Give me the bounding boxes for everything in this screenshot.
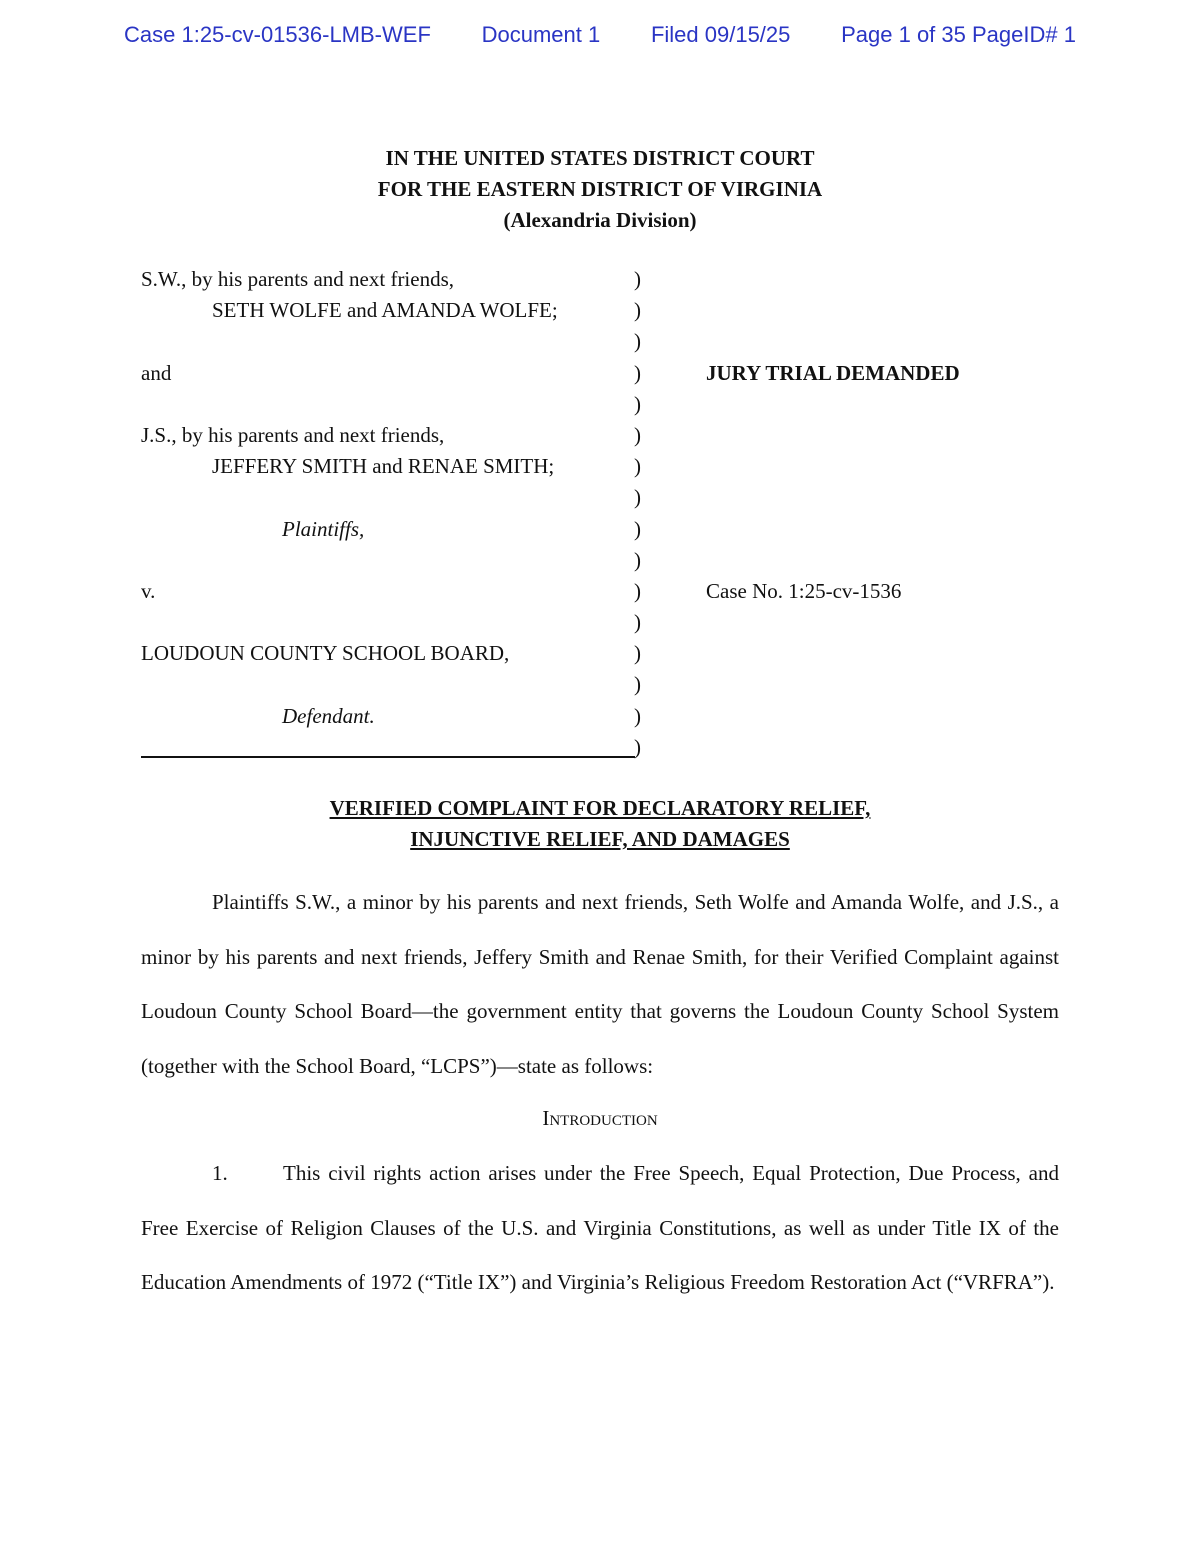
caption-paren-column — [634, 264, 648, 763]
caption-paren: ) — [634, 329, 641, 354]
caption-rule — [141, 756, 635, 758]
plaintiff1-line2: SETH WOLFE and AMANDA WOLFE; — [212, 298, 558, 323]
caption-paren: ) — [634, 734, 641, 759]
caption-paren: ) — [634, 516, 641, 541]
filing-header — [124, 20, 1076, 50]
caption-paren: ) — [634, 422, 641, 447]
title-line2: INJUNCTIVE RELIEF, AND DAMAGES — [410, 827, 790, 851]
jury-demand: JURY TRIAL DEMANDED — [706, 361, 960, 385]
caption-paren: ) — [634, 578, 641, 603]
caption-paren: ) — [634, 610, 641, 635]
court-division: (Alexandria Division) — [503, 208, 697, 232]
caption-paren: ) — [634, 641, 641, 666]
caption-paren: ) — [634, 672, 641, 697]
filed-date-stamp: Filed 09/15/25 — [650, 22, 791, 47]
caption-paren: ) — [634, 391, 641, 416]
caption-paren: ) — [634, 703, 641, 728]
case-number: Case No. 1:25-cv-1536 — [706, 579, 902, 603]
plaintiffs-label: Plaintiffs, — [282, 516, 365, 541]
versus: v. — [141, 578, 156, 603]
numbered-paragraph-1 — [141, 1146, 1059, 1310]
defendant-name: LOUDOUN COUNTY SCHOOL BOARD, — [141, 641, 510, 666]
plaintiff2-line1: J.S., by his parents and next friends, — [141, 422, 445, 447]
and-connector: and — [141, 360, 172, 385]
paragraph-text: This civil rights action arises under the Free Speech, Equal Protection, Due Process, and Free Exercise of Religion Clauses of the U.S. and Virginia Constitutions, as well as under Title IX of the Education Amendments of 1972 (“Title IX”) and Virginia’s Religious Freedom Restoration Act (“VRFRA”). — [141, 1161, 1059, 1294]
case-caption-parties — [141, 264, 641, 732]
title-line1: VERIFIED COMPLAINT FOR DECLARATORY RELIEF, — [329, 796, 871, 820]
intro-paragraph: Plaintiffs S.W., a minor by his parents and next friends, Seth Wolfe and Amanda Wolfe, and J.S., a minor by his parents and next friends, Jeffery Smith and Renae Smith, for their Verified Complaint against Loudoun County School Board—the government entity that governs the Loudoun County School System (together with the School Board, “LCPS”)—state as follows: — [141, 890, 1059, 1078]
section-heading-introduction: Introduction — [542, 1106, 658, 1130]
caption-paren: ) — [634, 298, 641, 323]
caption-paren: ) — [634, 454, 641, 479]
defendant-label: Defendant. — [282, 703, 375, 728]
document-number-stamp: Document 1 — [481, 22, 601, 47]
plaintiff2-line2: JEFFERY SMITH and RENAE SMITH; — [212, 454, 555, 479]
plaintiff1-line1: S.W., by his parents and next friends, — [141, 267, 455, 291]
caption-paren: ) — [634, 360, 641, 385]
court-district: FOR THE EASTERN DISTRICT OF VIRGINIA — [377, 177, 823, 201]
blank-row — [141, 326, 641, 357]
caption-paren: ) — [634, 547, 641, 572]
court-heading — [0, 143, 1200, 236]
court-name: IN THE UNITED STATES DISTRICT COURT — [385, 146, 815, 170]
document-title — [0, 793, 1200, 855]
blank-row — [141, 607, 641, 638]
caption-paren: ) — [634, 267, 641, 291]
blank-row — [141, 482, 641, 513]
blank-row — [141, 389, 641, 420]
page-id-stamp: Page 1 of 35 PageID# 1 — [841, 22, 1076, 47]
blank-row — [141, 545, 641, 576]
paragraph-number: 1. — [212, 1161, 228, 1185]
caption-paren: ) — [634, 485, 641, 510]
blank-row — [141, 669, 641, 700]
case-number-stamp: Case 1:25-cv-01536-LMB-WEF — [124, 22, 431, 47]
